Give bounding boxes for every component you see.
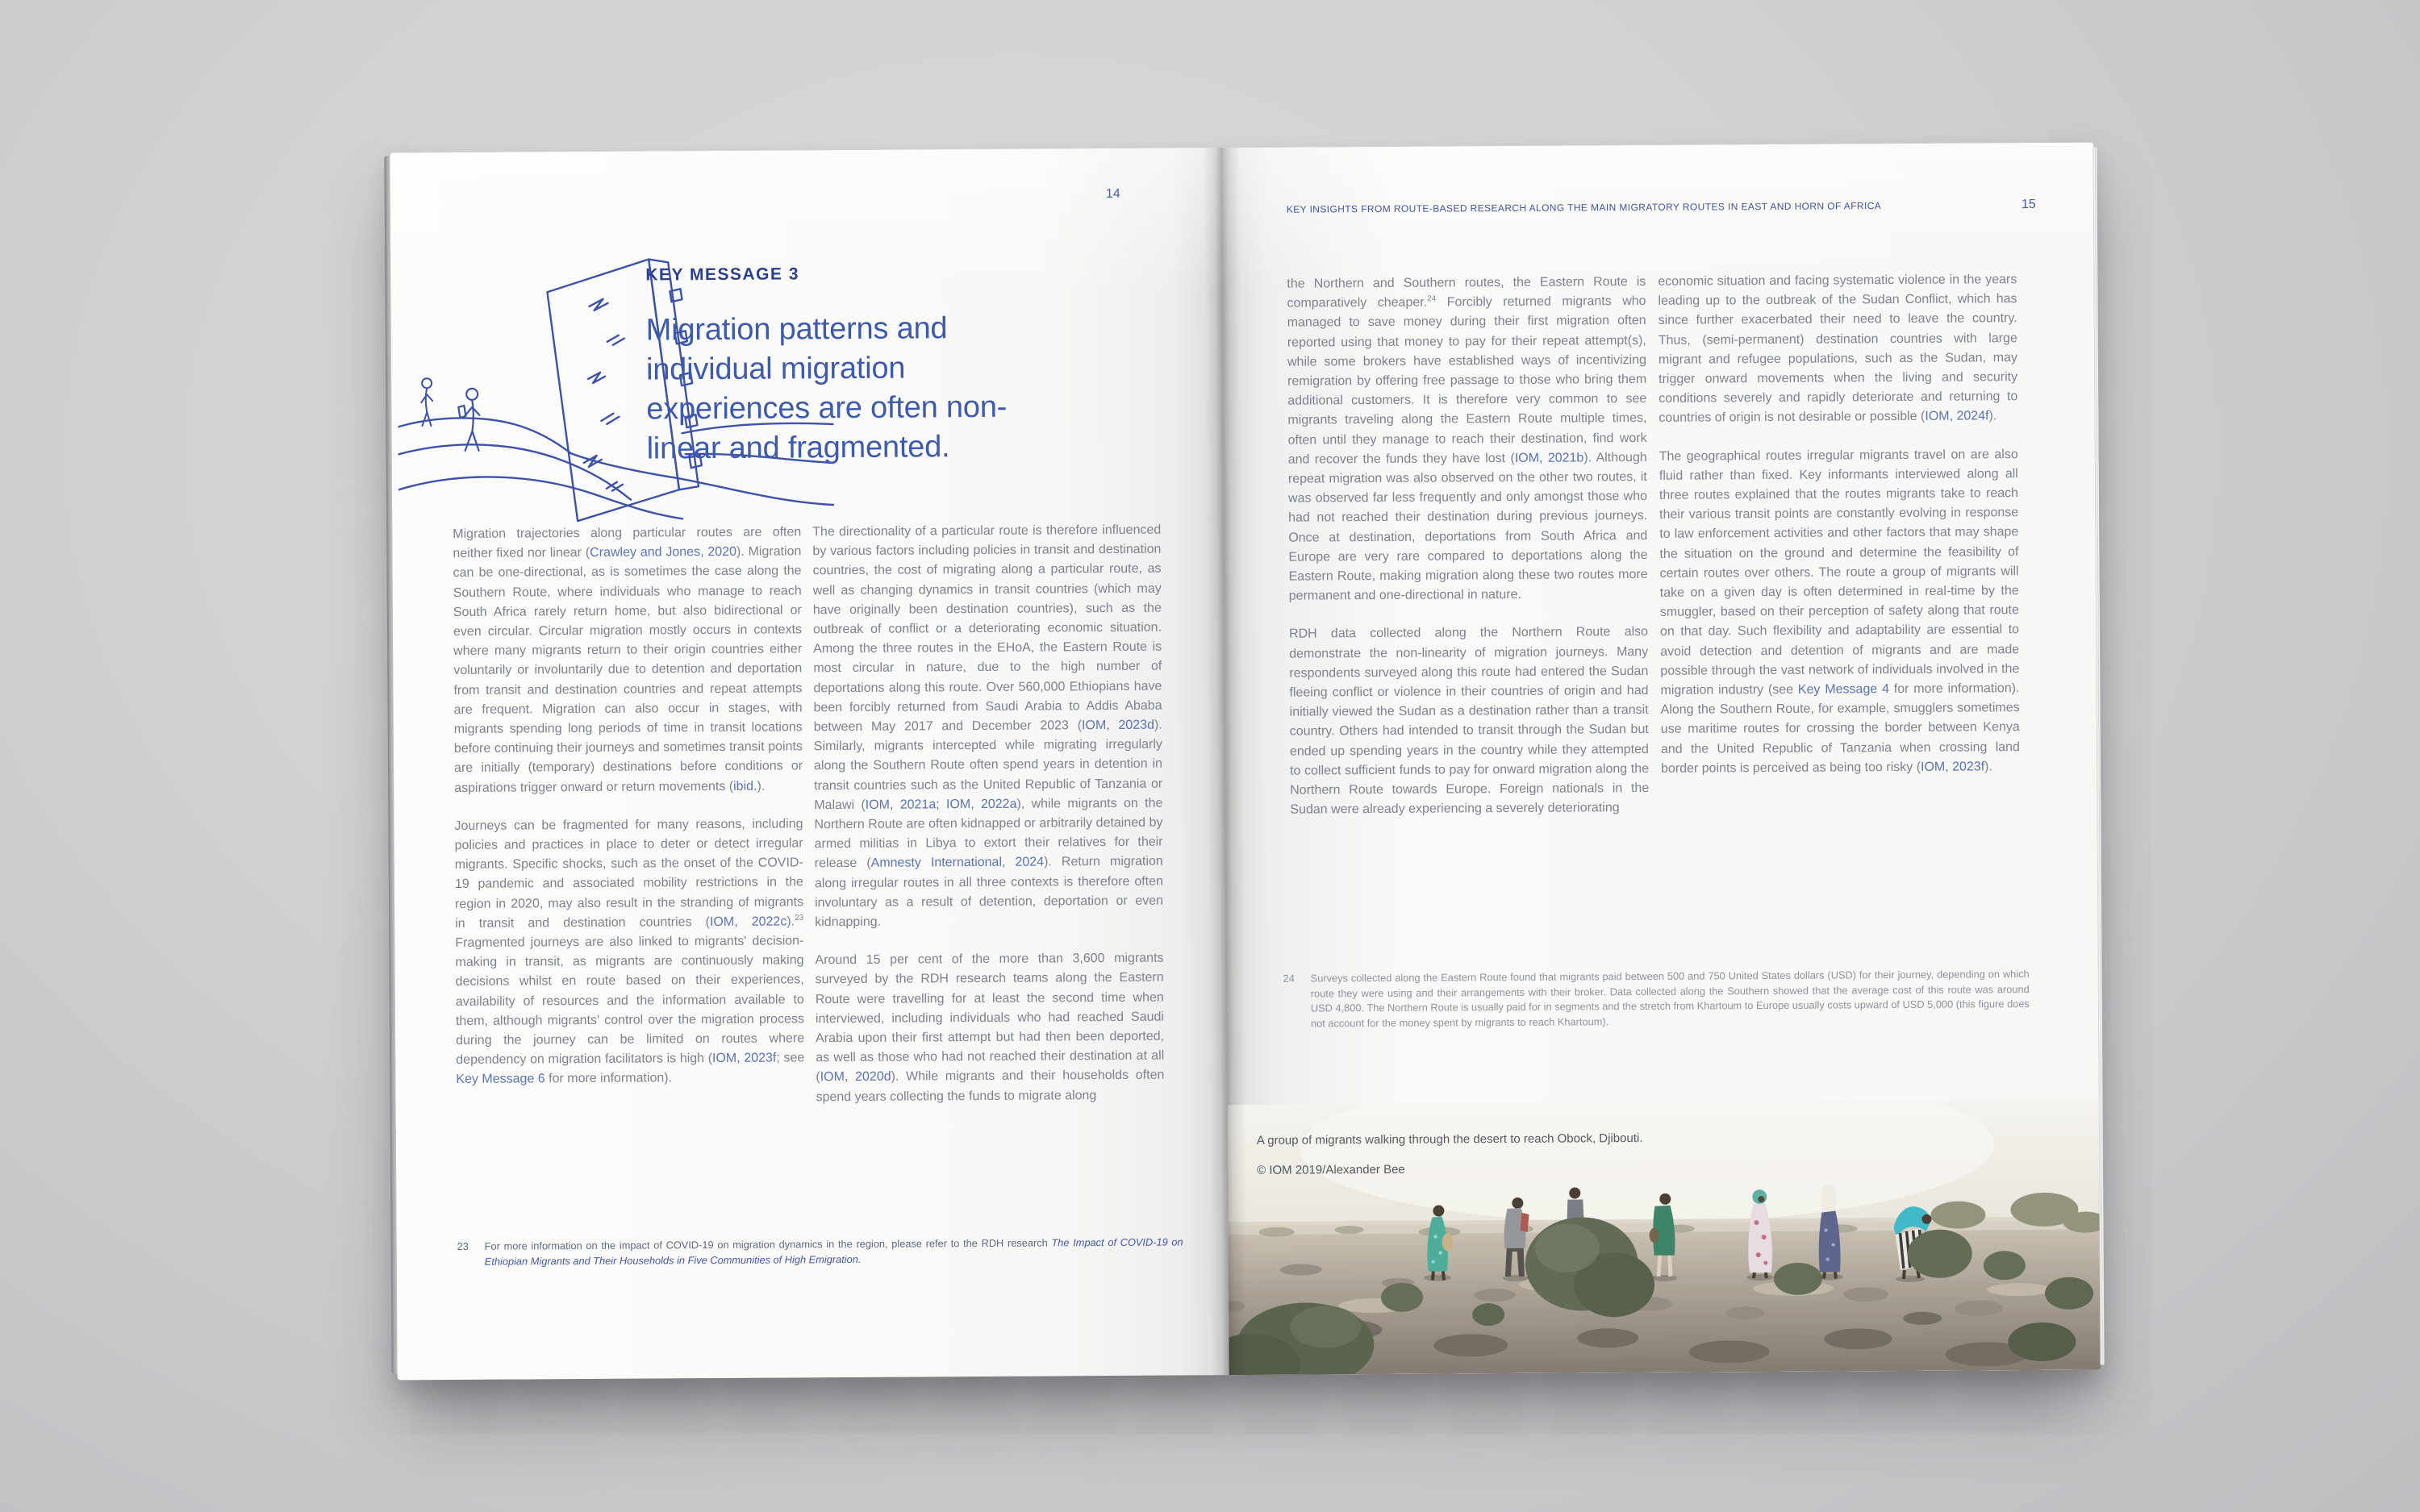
magazine-spread [390, 143, 2101, 1381]
page-right [1221, 143, 2101, 1376]
text-segment: Around 15 per cent of the more than 3,600 migrants surveyed by the RDH research teams along the Eastern Route were travelling for at least the second time when interviewed, including individuals who had reached Saudi Arabia upon their first attempt but had then been deported, as well as those who had not reached their destination at all ( [815, 951, 1165, 1085]
citation-link[interactable]: IOM, 2021a; IOM, 2022a [865, 797, 1017, 812]
footnote-24 [1283, 967, 2030, 1031]
text-segment: for more information). Along the Southern Route, for example, smugglers sometimes use maritime routes for crossing the border between Kenya and the United Republic of Tanzania when crossing land border points is perceived as being too risky ( [1660, 681, 2020, 776]
text-segment: ). Similarly, migrants intercepted while migrating irregularly along the Southern Route often spend years in detention in transit countries such as the United Republic of Tanzania or Malawi ( [813, 718, 1163, 813]
citation-link[interactable]: IOM, 2023d [1081, 718, 1154, 733]
body-paragraph [1289, 623, 1649, 820]
page-number-left: 14 [1105, 186, 1120, 202]
body-paragraph [812, 521, 1163, 933]
page-left [390, 148, 1229, 1380]
text-segment: ). Migration can be one-directional, as is sometimes the case along the Southern Route, where individuals who manage to reach South Africa rarely return home, but also bidirectional or even circular. Circular migration mostly occurs in contexts where many migrants return to their origin countries either voluntarily or involuntarily due to detention and deportation from transit and destination countries and repeat attempts are frequent. Migration can also occur in stages, with migrants spending long periods of time in transit locations before continuing their journeys and sometimes transit points are initially (temporary) destinations before conditions or aspirations trigger onward or return movements ( [453, 544, 803, 795]
text-segment: ), while migrants on the Northern Route are often kidnapped or arbitrarily detained by armed militias in Libya to extort their relatives for their release ( [814, 796, 1163, 871]
text-segment: economic situation and facing systematic violence in the years leading up to the outbreak of the Sudan Conflict, which has since further exacerbated their need to leave the country. Thus, (semi-permanent) destination countries with large migrant and refugee populations, such as the Sudan, may trigger onward movements when the living and security conditions severely and rapidly deteriorate and returning to countries of origin is not desirable or possible ( [1658, 273, 2018, 426]
citation-link[interactable]: Key Message 6 [456, 1072, 545, 1087]
left-page-body [453, 521, 1165, 1128]
citation-link[interactable]: IOM, 2023f [711, 1051, 777, 1066]
key-message-title: Migration patterns and individual migration experiences are often non-linear and fragmented. [645, 311, 1008, 466]
citation-link[interactable]: Amnesty International, 2024 [870, 855, 1045, 871]
text-segment: ). [757, 779, 766, 793]
citation-link[interactable]: IOM, 2024f [1925, 409, 1989, 424]
right-page-column-2 [1658, 270, 2020, 836]
left-page-column-2 [812, 521, 1165, 1127]
text-segment: ; see [776, 1051, 805, 1065]
text-segment: ). While migrants and their households often spend years collecting the funds to migrate along [816, 1068, 1165, 1104]
body-paragraph [454, 814, 804, 1089]
right-page-column-1 [1287, 273, 1649, 839]
citation-link[interactable]: IOM, 2021b [1514, 451, 1584, 465]
footnote-number: 23 [457, 1239, 469, 1252]
text-segment: Fragmented journeys are also linked to migrants' decision-making in transit, as migrants are continuously making decisions whilst en route based on their experiences, availability of resources and the information available to them, although migrants' control over the migration process during the journey can be limited on routes where dependency on migration facilitators is high ( [455, 934, 805, 1068]
text-segment: 24 [1427, 294, 1437, 304]
footnote-23 [457, 1235, 1183, 1268]
photo-caption: A group of migrants walking through the desert to reach Obock, Djibouti. [1256, 1131, 1643, 1148]
citation-link[interactable]: The Impact of COVID-19 on Ethiopian Migrants and Their Households in Five Communities of High Emigration. [484, 1235, 1183, 1268]
citation-link[interactable]: Crawley and Jones, 2020 [590, 545, 737, 560]
text-segment: ). [1988, 409, 1997, 423]
page-number-right: 15 [2021, 198, 2036, 212]
text-segment: RDH data collected along the Northern Route also demonstrate the non-linearity of migration journeys. Many respondents surveyed along this route had entered the Sudan fleeing conflict or violence in their countries of origin and had initially viewed the Sudan as a destination rather than a transit country. Others had intended to transit through the Sudan but ended up spending years in the country while they attempted to collect sufficient funds to pay for onward migration along the Northern Route towards Europe. Foreign nationals in the Sudan were already experiencing a severely deteriorating [1288, 625, 1650, 817]
citation-link[interactable]: IOM, 2022c [709, 914, 787, 929]
text-segment: ). Return migration along irregular routes in all three contexts is therefore often involuntary as a result of detention, deportation or even kidnapping. [814, 855, 1164, 930]
key-message-block [645, 263, 1066, 469]
right-page-body [1287, 270, 2020, 839]
key-message-kicker: KEY MESSAGE 3 [645, 264, 800, 285]
text-segment: The directionality of a particular route is therefore influenced by various factors including policies in transit and destination countries, the cost of migrating along a particular route, as well as changing dynamics in transit countries (which may have originally been destination countries), such as the outbreak of conflict or a deteriorating economic situation. Among the three routes in the EHoA, the Eastern Route is most circular in nature, due to the high number of deportations along this route. Over 560,000 Ethiopians have been forcibly returned from Saudi Arabia to Addis Ababa between May 2017 and December 2023 ( [812, 523, 1162, 735]
citation-link[interactable]: IOM, 2023f [1920, 760, 1985, 774]
body-paragraph [815, 949, 1164, 1107]
body-paragraph [1658, 270, 2017, 428]
desert-photo [1228, 1100, 2101, 1376]
left-page-column-1 [453, 523, 805, 1128]
text-segment: ). [1984, 760, 1992, 774]
text-segment: 23 [795, 913, 804, 923]
text-segment: The geographical routes irregular migrants travel on are also fluid rather than fixed. Key informants interviewed along all three routes explained that the routes migrants take to reach their various transit points are constantly evolving in response to law enforcement activities and other factors that may shape the situation on the ground and determine the feasibility of certain routes over others. The route a group of migrants will take on a given day is often determined in real-time by the smuggler, based on their perception of safety along that route on that day. Such flexibility and adaptability are essential to avoid detection and detention of migrants and are made possible through the vast network of individuals involved in the migration industry (see [1659, 447, 2020, 698]
text-segment: For more information on the impact of COVID-19 on migration dynamics in the region, please refer to the RDH research [484, 1236, 1052, 1252]
body-paragraph [1287, 273, 1648, 606]
citation-link[interactable]: ibid. [733, 779, 757, 793]
citation-link[interactable]: IOM, 2020d [820, 1070, 891, 1085]
body-paragraph [453, 523, 803, 798]
photo-credit: © IOM 2019/Alexander Bee [1257, 1162, 1405, 1177]
running-header-text: KEY INSIGHTS FROM ROUTE-BASED RESEARCH ALONG THE MAIN MIGRATORY ROUTES IN EAST AND HORN OF AFRICA [1286, 200, 1882, 215]
body-paragraph [1659, 445, 2021, 779]
text-segment: the Northern and Southern routes, the Eastern Route is comparatively cheaper. [1287, 274, 1646, 310]
text-segment: Surveys collected along the Eastern Route found that migrants paid between 500 and 750 United States dollars (USD) for their journey, depending on which route they were using and their arrangements with their broker. Data collected along the Southern showed that the average cost of this route was around USD 4,800. The Northern Route is usually paid for in segments and the stretch from Khartoum to Europe usually costs upward of USD 5,000 (this figure does not account for the money spent by migrants to reach Khartoum). [1310, 968, 2030, 1030]
text-segment: Forcibly returned migrants who managed to save money during their first migration often reported using that money to pay for their repeat attempt(s), while some brokers have established ways of incentivizing remigration by offering free passage to those who bring them additional customers. It is therefore very common to see migrants traveling along the Eastern Route multiple times, often until they manage to reach their destination, find work and recover the funds they have lost ( [1287, 294, 1647, 467]
citation-link[interactable]: Key Message 4 [1797, 682, 1890, 697]
text-segment: ). [786, 914, 795, 929]
footnote-text [457, 1235, 1183, 1268]
footnote-text [1283, 967, 2030, 1031]
text-segment: for more information). [544, 1071, 673, 1086]
text-segment: Migration trajectories along particular routes are often neither fixed nor linear ( [453, 525, 802, 561]
text-segment: Journeys can be fragmented for many reasons, including policies and practices in place to deter or detect irregular migrants. Specific shocks, such as the onset of the COVID-19 pandemic and associated mobility restrictions in the region in 2020, may also result in the stranding of migrants in transit and destination countries ( [454, 817, 804, 931]
running-header [1287, 198, 2036, 217]
photo-caption-block [1257, 1131, 1643, 1177]
footnote-number: 24 [1283, 972, 1295, 985]
text-segment: ). Although repeat migration was also observed on the other two routes, it was observed far less frequently and only amongst those who had not reached their destination during previous journeys. Once at destination, deportations from South Africa and Europe are very rare compared to deportations along the Eastern Route, making migration along these two routes more permanent and one-directional in nature. [1287, 450, 1648, 603]
